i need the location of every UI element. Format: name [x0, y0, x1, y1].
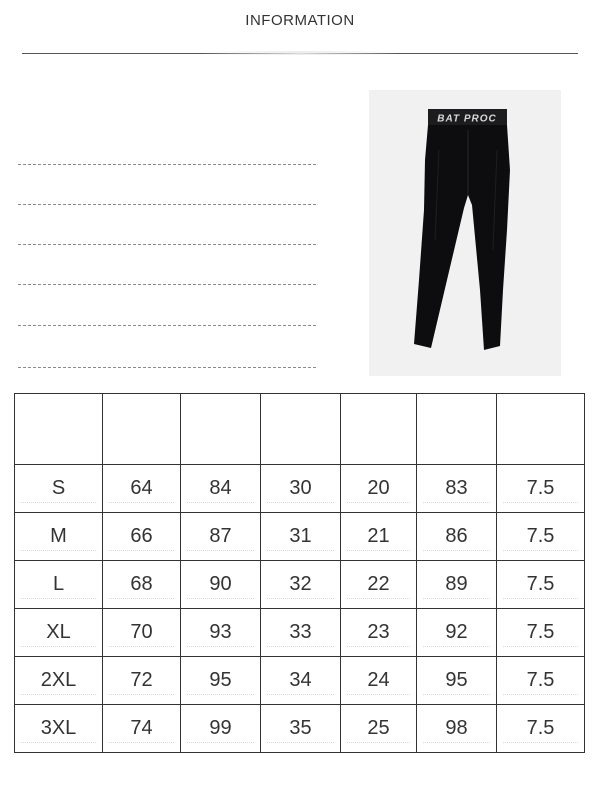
value-cell: 21 [341, 513, 417, 561]
value-cell: 72 [103, 657, 181, 705]
value-cell: 7.5 [497, 465, 585, 513]
value-cell: 86 [417, 513, 497, 561]
header-cell [103, 394, 181, 465]
table-row [15, 465, 585, 513]
value-cell: 25 [341, 705, 417, 753]
value-cell: 32 [261, 561, 341, 609]
header-divider-highlight [200, 51, 400, 55]
header-cell [15, 394, 103, 465]
value-cell: 66 [103, 513, 181, 561]
value-cell: 33 [261, 609, 341, 657]
header-cell [497, 394, 585, 465]
value-cell: 20 [341, 465, 417, 513]
value-cell: 92 [417, 609, 497, 657]
info-line-4 [18, 284, 316, 285]
value-cell: 83 [417, 465, 497, 513]
table-row [15, 705, 585, 753]
value-cell: 30 [261, 465, 341, 513]
size-cell: 3XL [15, 705, 103, 753]
value-cell: 87 [181, 513, 261, 561]
value-cell: 7.5 [497, 513, 585, 561]
value-cell: 7.5 [497, 561, 585, 609]
size-cell: S [15, 465, 103, 513]
info-line-3 [18, 244, 316, 245]
value-cell: 7.5 [497, 609, 585, 657]
table-row [15, 513, 585, 561]
value-cell: 35 [261, 705, 341, 753]
size-cell: 2XL [15, 657, 103, 705]
value-cell: 89 [417, 561, 497, 609]
value-cell: 90 [181, 561, 261, 609]
value-cell: 68 [103, 561, 181, 609]
product-photo [369, 90, 561, 376]
page-title: INFORMATION [245, 12, 355, 29]
size-cell: M [15, 513, 103, 561]
value-cell: 95 [181, 657, 261, 705]
table-row [15, 657, 585, 705]
value-cell: 93 [181, 609, 261, 657]
value-cell: 74 [103, 705, 181, 753]
value-cell: 99 [181, 705, 261, 753]
header-cell [181, 394, 261, 465]
table-row [15, 609, 585, 657]
value-cell: 64 [103, 465, 181, 513]
header-cell [341, 394, 417, 465]
value-cell: 98 [417, 705, 497, 753]
size-cell: L [15, 561, 103, 609]
table-row [15, 561, 585, 609]
value-cell: 34 [261, 657, 341, 705]
info-line-5 [18, 325, 316, 326]
info-line-2 [18, 204, 316, 205]
value-cell: 22 [341, 561, 417, 609]
value-cell: 23 [341, 609, 417, 657]
header-cell [417, 394, 497, 465]
value-cell: 95 [417, 657, 497, 705]
value-cell: 7.5 [497, 705, 585, 753]
size-chart-table [14, 393, 585, 753]
size-cell: XL [15, 609, 103, 657]
value-cell: 24 [341, 657, 417, 705]
value-cell: 70 [103, 609, 181, 657]
value-cell: 31 [261, 513, 341, 561]
compression-pants-image [369, 90, 561, 376]
info-line-1 [18, 164, 316, 165]
value-cell: 84 [181, 465, 261, 513]
header-cell [261, 394, 341, 465]
table-header-row [15, 394, 585, 465]
value-cell: 7.5 [497, 657, 585, 705]
info-line-6 [18, 367, 316, 368]
waistband-print: BAT PROC [437, 113, 497, 125]
